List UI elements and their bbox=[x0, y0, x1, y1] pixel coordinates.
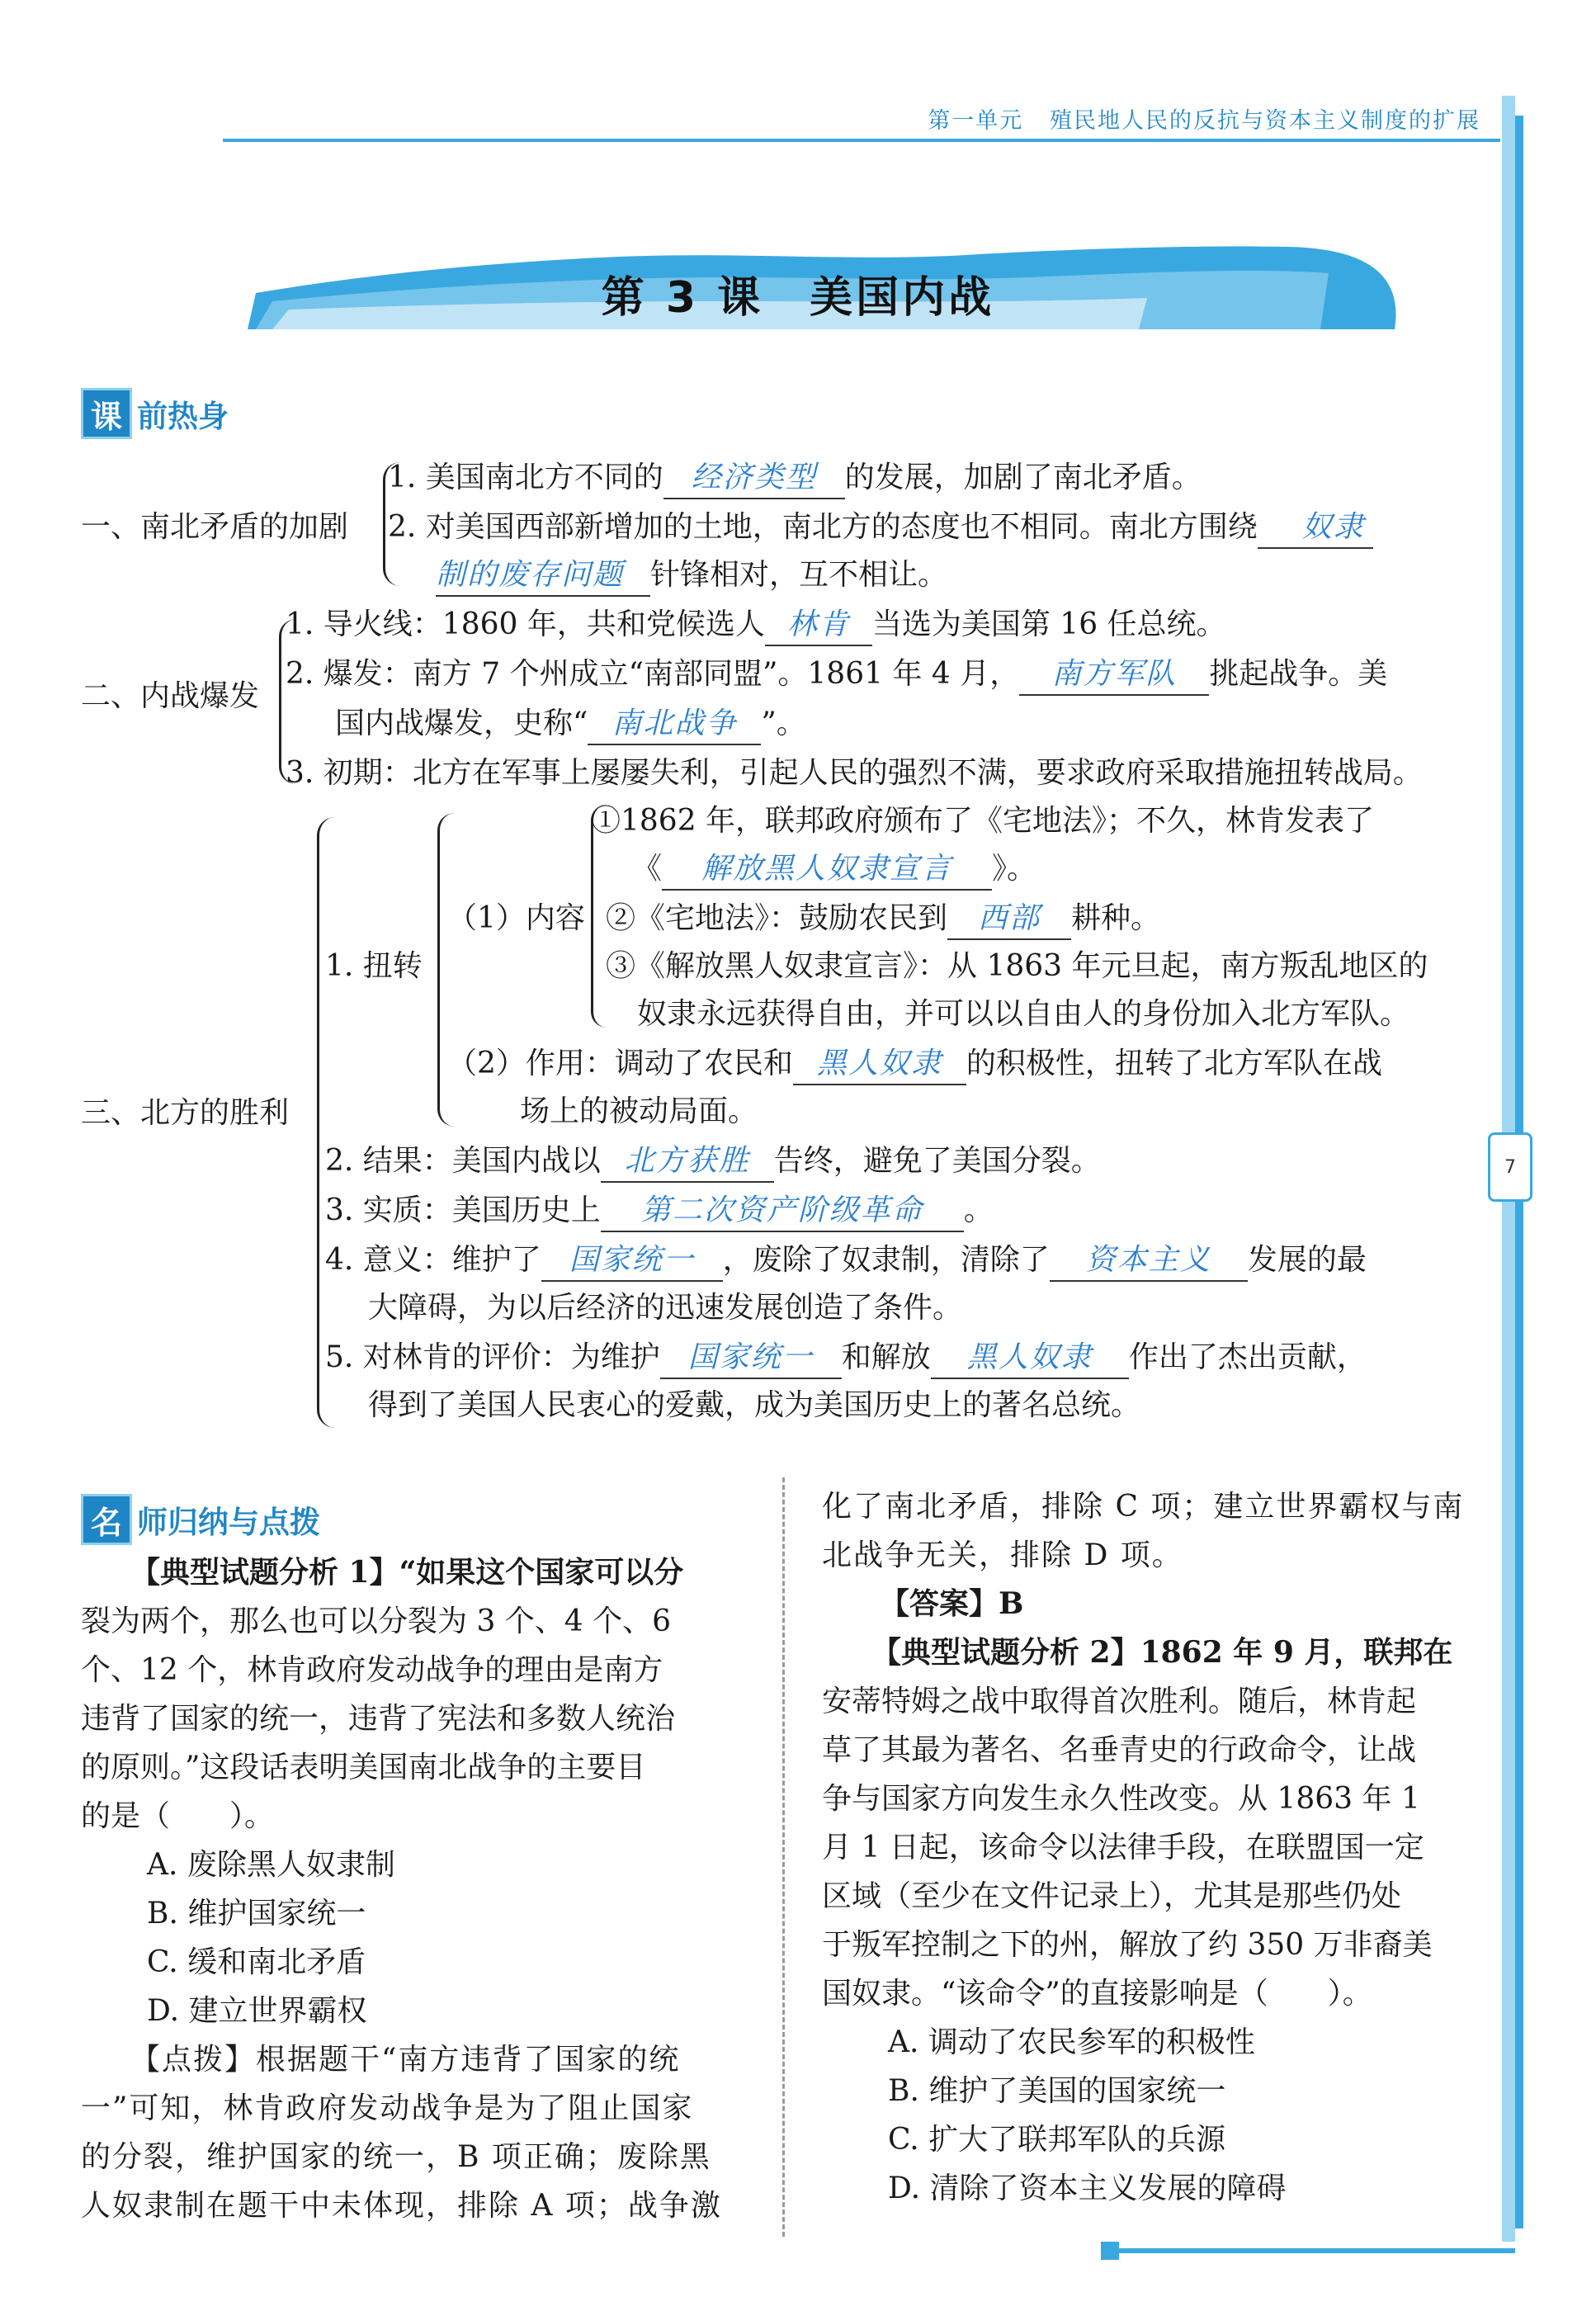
section-teacher-heading bbox=[81, 1494, 320, 1545]
text: 告终，避免了美国分裂。 bbox=[773, 1144, 1101, 1178]
option-a: A. 调动了农民参军的积极性 bbox=[888, 2025, 1255, 2059]
answer-blank: 经济类型 bbox=[663, 458, 845, 499]
bottom-rule bbox=[1119, 2248, 1515, 2253]
question1-line: 违背了国家的统一，违背了宪法和多数人统治 bbox=[81, 1702, 676, 1736]
text: 针锋相对，互不相让。 bbox=[650, 558, 948, 592]
question1-line: 个、12 个，林肯政府发动战争的理由是南方 bbox=[81, 1653, 663, 1687]
question2-line bbox=[822, 1628, 1490, 1677]
option-b: B. 维护了美国的国家统一 bbox=[888, 2074, 1226, 2108]
section-title: 师归纳与点拨 bbox=[137, 1505, 320, 1540]
question1-line: 的原则。”这段话表明美国南北战争的主要目 bbox=[81, 1751, 646, 1784]
content-item3-cont: 奴隶永远获得自由，并可以以自由人的身份加入北方军队。 bbox=[637, 997, 1410, 1031]
option-d: D. 清除了资本主义发展的障碍 bbox=[888, 2172, 1287, 2205]
text: 国内战爆发，史称“ bbox=[335, 707, 588, 740]
essence-line bbox=[325, 1187, 994, 1235]
text: 3. 实质：美国历史上 bbox=[325, 1193, 601, 1227]
answer-blank: 奴隶 bbox=[1258, 508, 1373, 549]
part2-item2 bbox=[286, 650, 1387, 698]
text: 5. 对林肯的评价：为维护 bbox=[325, 1340, 660, 1374]
text: 《 bbox=[632, 852, 663, 886]
text: 【典型试题分析 1】“如果这个国家可以分 bbox=[130, 1555, 684, 1590]
text: 当选为美国第 16 任总统。 bbox=[871, 607, 1226, 641]
header-unit: 第一单元 bbox=[928, 108, 1024, 134]
hint-line: 【点拨】根据题干“南方违背了国家的统 bbox=[130, 2043, 681, 2077]
answer-blank: 南北战争 bbox=[588, 704, 761, 745]
evaluation-line bbox=[325, 1334, 1367, 1382]
hint-line: 的分裂，维护国家的统一，B 项正确；废除黑 bbox=[81, 2140, 711, 2174]
header-unit-title: 殖民地人民的反抗与资本主义制度的扩展 bbox=[1050, 108, 1480, 134]
text: 耕种。 bbox=[1071, 901, 1161, 935]
section-badge: 课 bbox=[81, 388, 132, 439]
text: 的发展，加剧了南北矛盾。 bbox=[844, 461, 1202, 494]
content-item2 bbox=[606, 895, 1160, 943]
part1-item2-cont bbox=[436, 551, 947, 599]
significance-line-cont: 大障碍，为以后经济的迅速发展创造了条件。 bbox=[368, 1291, 963, 1325]
text: 。 bbox=[963, 1193, 994, 1227]
text: ②《宅地法》：鼓励农民到 bbox=[606, 901, 948, 935]
part1-label: 一、南北矛盾的加剧 bbox=[81, 510, 349, 544]
text: 【典型试题分析 2】1862 年 9 月，联邦在 bbox=[871, 1635, 1453, 1670]
part2-item1 bbox=[286, 601, 1226, 649]
hint-line: 北战争无关，排除 D 项。 bbox=[822, 1538, 1183, 1572]
answer-blank: 资本主义 bbox=[1050, 1241, 1248, 1282]
answer-blank: 林肯 bbox=[765, 605, 872, 646]
answer-blank: 国家统一 bbox=[541, 1241, 723, 1282]
text: 2. 对美国西部新增加的土地，南北方的态度也不相同。南北方围绕 bbox=[388, 510, 1258, 544]
question2-line: 区域（至少在文件记录上），尤其是那些仍处 bbox=[822, 1879, 1402, 1913]
answer-blank: 西部 bbox=[947, 899, 1071, 940]
option-a: A. 废除黑人奴隶制 bbox=[147, 1848, 395, 1882]
column-divider bbox=[782, 1477, 785, 2237]
text: 发展的最 bbox=[1247, 1243, 1367, 1277]
question1-line bbox=[81, 1548, 758, 1597]
part1-item1 bbox=[388, 454, 1202, 502]
text: 挑起战争。美 bbox=[1209, 657, 1388, 691]
question2-line: 争与国家方向发生永久性改变。从 1863 年 1 bbox=[822, 1782, 1420, 1816]
hint-line: 化了南北矛盾，排除 C 项；建立世界霸权与南 bbox=[822, 1490, 1465, 1524]
text: ”。 bbox=[761, 707, 806, 740]
text: 2. 爆发：南方 7 个州成立“南部同盟”。1861 年 4 月， bbox=[286, 657, 1020, 691]
text: 1. 导火线：1860 年，共和党候选人 bbox=[286, 607, 765, 641]
answer-blank: 黑人奴隶 bbox=[793, 1044, 966, 1085]
option-d: D. 建立世界霸权 bbox=[147, 1994, 367, 2028]
part2-item3: 3. 初期：北方在军事上屡屡失利，引起人民的强烈不满，要求政府采取措施扭转战局。 bbox=[286, 756, 1423, 790]
bottom-marker bbox=[1101, 2242, 1119, 2260]
answer-blank: 解放黑人奴隶宣言 bbox=[662, 849, 992, 891]
turning-label: 1. 扭转 bbox=[325, 949, 423, 983]
part2-label: 二、内战爆发 bbox=[81, 679, 260, 713]
question2-line: 草了其最为著名、名垂青史的行政命令，让战 bbox=[822, 1733, 1417, 1767]
right-column bbox=[822, 1482, 1490, 2213]
option-b: B. 维护国家统一 bbox=[147, 1897, 366, 1931]
answer-blank: 制的废存问题 bbox=[436, 555, 650, 597]
part1-item2 bbox=[388, 503, 1373, 551]
content-item1: ①1862 年，联邦政府颁布了《宅地法》；不久，林肯发表了 bbox=[591, 804, 1375, 838]
hint-line: 一”可知，林肯政府发动战争是为了阻止国家 bbox=[81, 2091, 694, 2125]
text: （2）作用：调动了农民和 bbox=[447, 1047, 793, 1080]
text: 》。 bbox=[992, 852, 1037, 886]
content-item3: ③《解放黑人奴隶宣言》：从 1863 年元旦起，南方叛乱地区的 bbox=[606, 949, 1428, 983]
effect-line-cont: 场上的被动局面。 bbox=[520, 1094, 758, 1128]
section-title: 前热身 bbox=[137, 399, 229, 434]
question1-line: 裂为两个，那么也可以分裂为 3 个、4 个、6 bbox=[81, 1604, 672, 1638]
part3-label: 三、北方的胜利 bbox=[81, 1096, 290, 1130]
answer-blank: 北方获胜 bbox=[601, 1141, 774, 1183]
content-item1-cont bbox=[632, 845, 1036, 893]
question2-line: 月 1 日起，该命令以法律手段，在联盟国一定 bbox=[822, 1831, 1424, 1864]
effect-line bbox=[447, 1040, 1382, 1088]
option-c: C. 缓和南北矛盾 bbox=[147, 1945, 366, 1979]
text: 作出了杰出贡献， bbox=[1128, 1340, 1367, 1374]
left-column bbox=[81, 1548, 758, 2230]
answer-line: 【答案】B bbox=[880, 1586, 1024, 1621]
question2-line: 国奴隶。“该命令”的直接影响是（ ）。 bbox=[822, 1977, 1372, 2011]
text: 1. 美国南北方不同的 bbox=[388, 461, 663, 494]
answer-blank: 国家统一 bbox=[660, 1338, 842, 1379]
text: 和解放 bbox=[841, 1340, 931, 1374]
question2-line: 安蒂特姆之战中取得首次胜利。随后，林肯起 bbox=[822, 1685, 1417, 1718]
question1-line: 的是（ ）。 bbox=[81, 1799, 275, 1833]
header-rule bbox=[223, 139, 1500, 142]
section-badge: 名 bbox=[81, 1494, 132, 1545]
lesson-title: 第 3 课 美国内战 bbox=[601, 273, 995, 323]
running-header bbox=[928, 102, 1480, 135]
text: 2. 结果：美国内战以 bbox=[325, 1144, 601, 1178]
page-number: 7 bbox=[1488, 1132, 1532, 1202]
option-c: C. 扩大了联邦军队的兵源 bbox=[888, 2123, 1226, 2157]
answer-blank: 南方军队 bbox=[1019, 655, 1209, 696]
hint-line: 人奴隶制在题干中未体现，排除 A 项；战争激 bbox=[81, 2189, 722, 2223]
result-line bbox=[325, 1137, 1101, 1185]
content-label: （1）内容 bbox=[447, 901, 585, 935]
question2-line: 于叛军控制之下的州，解放了约 350 万非裔美 bbox=[822, 1928, 1433, 1962]
answer-blank: 黑人奴隶 bbox=[931, 1338, 1129, 1379]
answer-blank: 第二次资产阶级革命 bbox=[601, 1191, 964, 1232]
part2-item2-cont bbox=[335, 700, 806, 748]
significance-line bbox=[325, 1236, 1367, 1284]
section-warmup-heading bbox=[81, 388, 229, 439]
text: ，废除了奴隶制，清除了 bbox=[722, 1243, 1050, 1277]
text: 4. 意义：维护了 bbox=[325, 1243, 541, 1277]
evaluation-line-cont: 得到了美国人民衷心的爱戴，成为美国历史上的著名总统。 bbox=[368, 1388, 1141, 1422]
text: 的积极性，扭转了北方军队在战 bbox=[966, 1047, 1382, 1080]
